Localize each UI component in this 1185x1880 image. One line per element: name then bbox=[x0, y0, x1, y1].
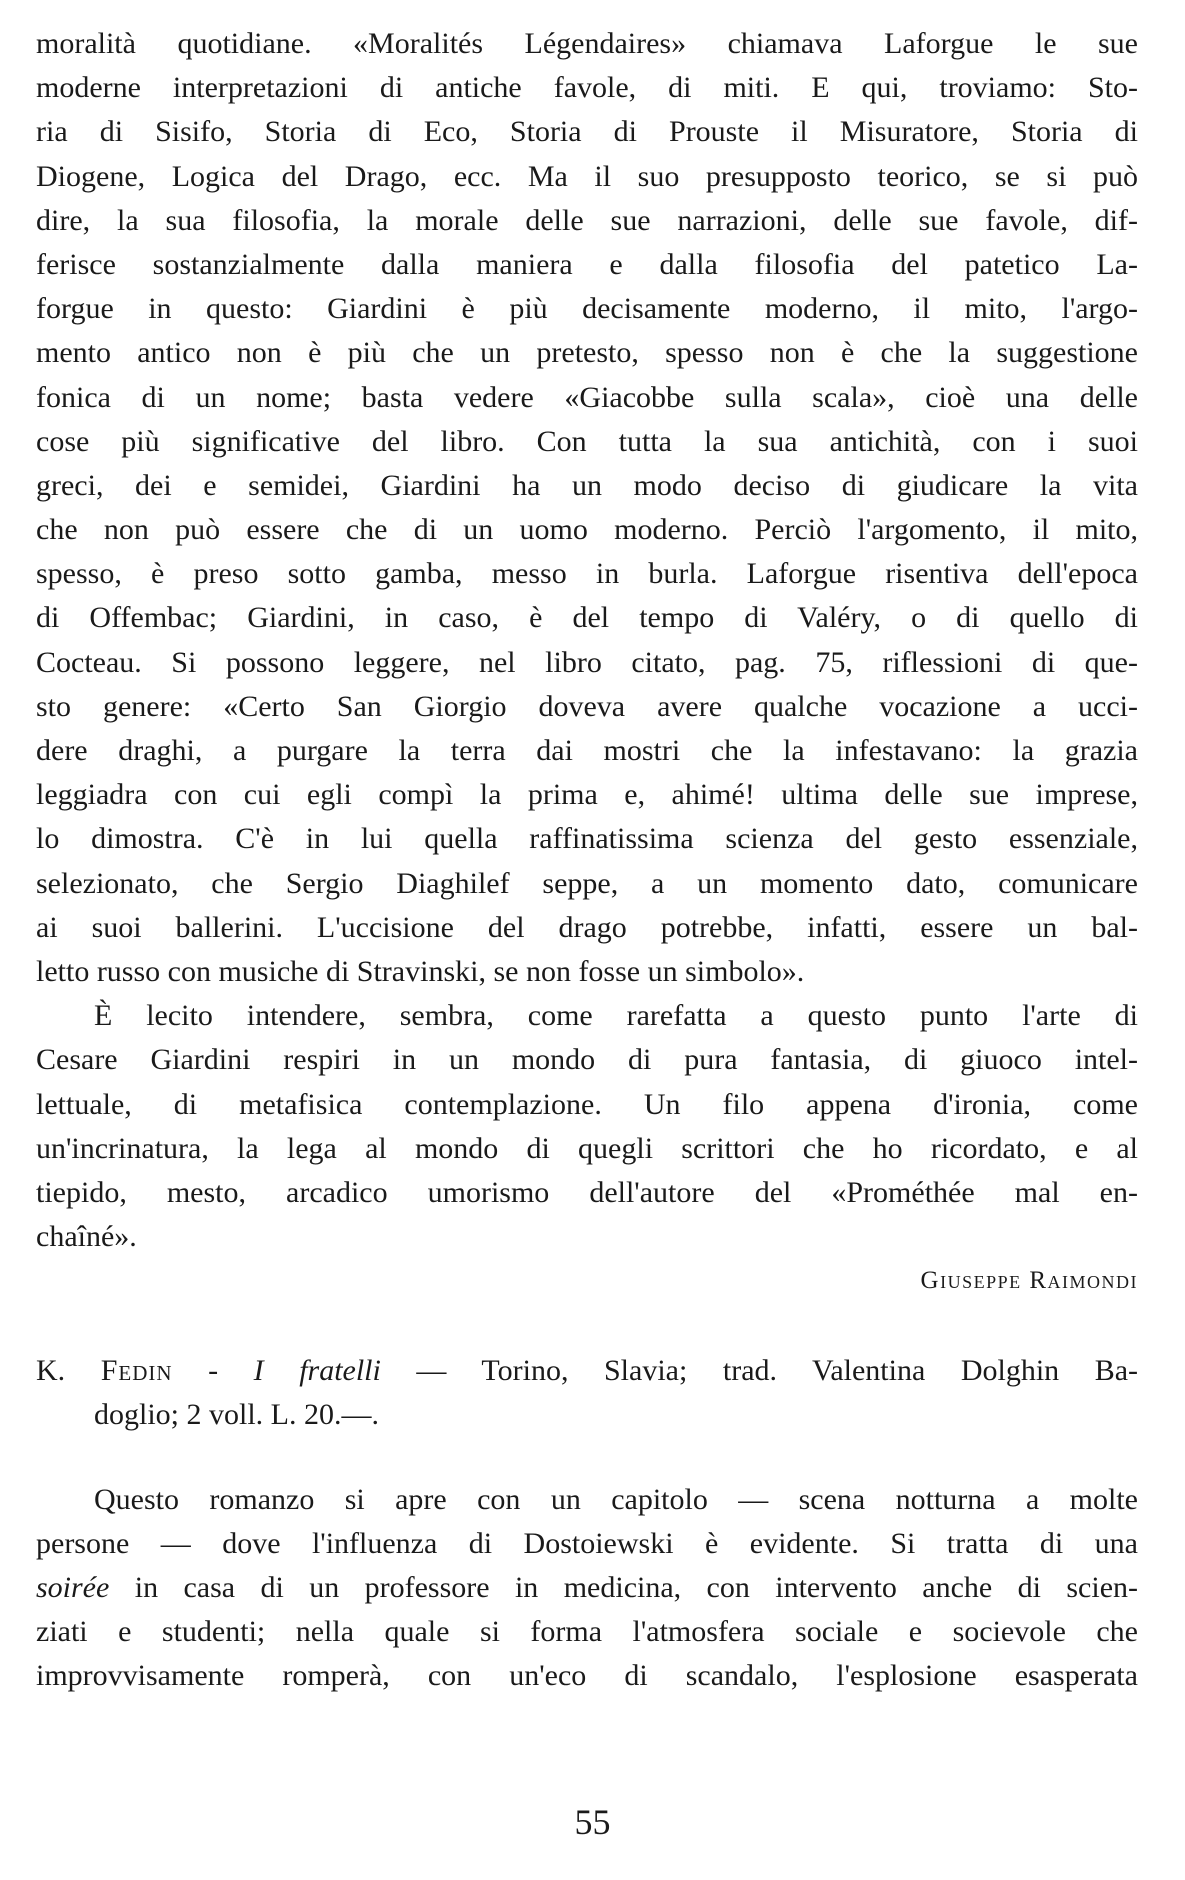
section-gap bbox=[36, 1303, 1138, 1349]
review-body bbox=[36, 1478, 1138, 1699]
text-line: Diogene, Logica del Drago, ecc. Ma il suo presupposto teorico, se si può bbox=[36, 159, 1138, 193]
text-line: Questo romanzo si apre con un capitolo — scena notturna a molte bbox=[94, 1482, 1138, 1516]
review-heading bbox=[36, 1349, 1138, 1437]
page-number: 55 bbox=[574, 1802, 611, 1842]
text-line: improvvisamente romperà, con un'eco di scandalo, l'esplosione esasperata bbox=[36, 1659, 1138, 1693]
essay-paragraph-2 bbox=[36, 994, 1138, 1259]
text-line: sto genere: «Certo San Giorgio doveva avere qualche vocazione a ucci- bbox=[36, 689, 1138, 723]
text-line: che non può essere che di un uomo moderno. Perciò l'argomento, il mito, bbox=[36, 513, 1138, 547]
review-book-title: I fratelli bbox=[253, 1354, 381, 1388]
text-line: dire, la sua filosofia, la morale delle sue narrazioni, delle sue favole, dif- bbox=[36, 203, 1138, 237]
text-line: chaîné». bbox=[36, 1220, 137, 1254]
essay-paragraph-1 bbox=[36, 22, 1138, 994]
text-line: Cesare Giardini respiri in un mondo di pura fantasia, di giuoco intel- bbox=[36, 1043, 1138, 1077]
text-line bbox=[36, 1566, 1138, 1610]
text-line: tiepido, mesto, arcadico umorismo dell'autore del «Prométhée mal en- bbox=[36, 1175, 1138, 1209]
text-line: ferisce sostanzialmente dalla maniera e dalla filosofia del patetico La- bbox=[36, 247, 1138, 281]
review-heading-line-1 bbox=[36, 1349, 1138, 1393]
text-line: letto russo con musiche di Stravinski, se non fosse un simbolo». bbox=[36, 954, 805, 988]
review-author-initial: K. bbox=[36, 1354, 66, 1388]
text-span: in casa di un professore in medicina, con intervento anche di scien- bbox=[134, 1571, 1138, 1604]
text-line: lettuale, di metafisica contemplazione. Un filo appena d'ironia, come bbox=[36, 1087, 1138, 1121]
essay-signature: Giuseppe Raimondi bbox=[920, 1267, 1138, 1295]
text-line: fonica di un nome; basta vedere «Giacobbe sulla scala», cioè una delle bbox=[36, 380, 1138, 414]
page-content bbox=[36, 22, 1138, 1699]
text-line: persone — dove l'influenza di Dostoiewski è evidente. Si tratta di una bbox=[36, 1526, 1138, 1560]
text-line: Cocteau. Si possono leggere, nel libro citato, pag. 75, riflessioni di que- bbox=[36, 645, 1138, 679]
section-gap bbox=[36, 1438, 1138, 1478]
text-line: moralità quotidiane. «Moralités Légendaires» chiamava Laforgue le sue bbox=[36, 27, 1138, 60]
italic-term: soirée bbox=[36, 1571, 110, 1604]
text-line: ria di Sisifo, Storia di Eco, Storia di Prouste il Misuratore, Storia di bbox=[36, 115, 1138, 149]
text-line: selezionato, che Sergio Diaghilef seppe, a un momento dato, comunicare bbox=[36, 866, 1138, 900]
text-line: forgue in questo: Giardini è più decisamente moderno, il mito, l'argo- bbox=[36, 292, 1138, 326]
text-line: di Offembac; Giardini, in caso, è del tempo di Valéry, o di quello di bbox=[36, 601, 1138, 635]
review-author-surname: Fedin bbox=[100, 1354, 173, 1388]
text-line: cose più significative del libro. Con tutta la sua antichità, con i suoi bbox=[36, 424, 1138, 458]
text-line: ai suoi ballerini. L'uccisione del drago potrebbe, infatti, essere un bal- bbox=[36, 910, 1138, 944]
text-line: spesso, è preso sotto gamba, messo in burla. Laforgue risentiva dell'epoca bbox=[36, 557, 1138, 591]
review-publication-info: — Torino, Slavia; trad. Valentina Dolghin Ba- bbox=[416, 1354, 1138, 1388]
review-title-separator: - bbox=[208, 1354, 219, 1388]
text-line: leggiadra con cui egli compì la prima e, ahimé! ultima delle sue imprese, bbox=[36, 778, 1138, 812]
review-heading-line-2: doglio; 2 voll. L. 20.—. bbox=[94, 1398, 379, 1432]
text-line: moderne interpretazioni di antiche favole, di miti. E qui, troviamo: Sto- bbox=[36, 71, 1138, 105]
text-line: mento antico non è più che un pretesto, spesso non è che la suggestione bbox=[36, 336, 1138, 370]
text-line: lo dimostra. C'è in lui quella raffinatissima scienza del gesto essenziale, bbox=[36, 822, 1138, 856]
text-line: greci, dei e semidei, Giardini ha un modo deciso di giudicare la vita bbox=[36, 468, 1138, 502]
text-line: È lecito intendere, sembra, come rarefatta a questo punto l'arte di bbox=[94, 999, 1138, 1033]
text-line: dere draghi, a purgare la terra dai mostri che la infestavano: la grazia bbox=[36, 734, 1138, 767]
text-line: un'incrinatura, la lega al mondo di quegli scrittori che ho ricordato, e al bbox=[36, 1131, 1138, 1165]
text-line: ziati e studenti; nella quale si forma l'atmosfera sociale e socievole che bbox=[36, 1615, 1138, 1649]
